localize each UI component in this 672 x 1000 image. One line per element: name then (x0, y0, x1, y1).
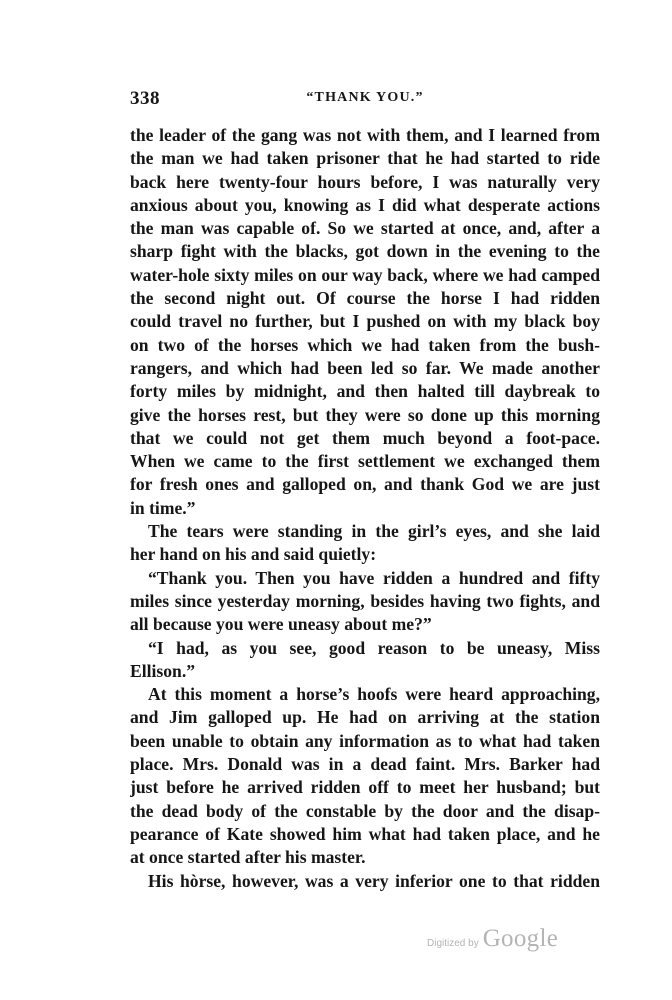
text-line: Ellison.” (130, 660, 196, 681)
running-title: “THANK YOU.” (306, 90, 424, 105)
text-line: the dead body of the constable by the door and the disap- (130, 800, 600, 821)
text-line: sharp fight with the blacks, got down in the evening to the (130, 241, 600, 262)
running-head (130, 88, 600, 114)
text-line: His hòrse, however, was a very inferior one to that ridden (148, 870, 600, 891)
text-line: at once started after his master. (130, 847, 366, 868)
text-line: give the horses rest, but they were so done up this morning (130, 404, 600, 425)
body-text (130, 124, 600, 893)
text-line: in time.” (130, 497, 196, 518)
text-line: and Jim galloped up. He had on arriving at the station (130, 707, 600, 728)
text-line: anxious about you, knowing as I did what desperate actions (130, 194, 600, 215)
text-line: “Thank you. Then you have ridden a hundred and fifty (148, 567, 600, 588)
text-line: that we could not get them much beyond a foot-pace. (130, 427, 600, 448)
watermark-logo: Google (482, 925, 559, 952)
text-line: place. Mrs. Donald was in a dead faint. Mrs. Barker had (130, 754, 600, 775)
text-line: the second night out. Of course the horse I had ridden (130, 288, 600, 309)
text-line: for fresh ones and galloped on, and thank God we are just (130, 474, 600, 495)
watermark-prefix: Digitized by (427, 938, 479, 949)
text-line: forty miles by midnight, and then halted till daybreak to (130, 381, 600, 402)
text-line: The tears were standing in the girl’s eyes, and she laid (148, 521, 600, 542)
text-line: “I had, as you see, good reason to be uneasy, Miss (148, 637, 600, 658)
text-line: all because you were uneasy about me?” (130, 614, 432, 635)
text-line: the leader of the gang was not with them, and I learned from (130, 125, 600, 145)
text-line: When we came to the first settlement we exchanged them (130, 451, 600, 472)
text-line: the man was capable of. So we started at once, and, after a (130, 218, 600, 239)
text-line: could travel no further, but I pushed on with my black boy (130, 311, 600, 332)
text-line: miles since yesterday morning, besides having two fights, and (130, 590, 600, 611)
text-line: on two of the horses which we had taken from the bush- (130, 334, 600, 355)
text-line: her hand on his and said quietly: (130, 544, 377, 565)
text-line: At this moment a horse’s hoofs were heard approaching, (148, 684, 600, 705)
text-line: back here twenty-four hours before, I was naturally very (130, 171, 600, 192)
text-line: been unable to obtain any information as to what had taken (130, 730, 600, 751)
text-line: pearance of Kate showed him what had taken place, and he (130, 823, 600, 844)
page-number: 338 (130, 88, 160, 109)
text-line: water-hole sixty miles on our way back, where we had camped (130, 264, 600, 285)
text-line: just before he arrived ridden off to meet her husband; but (130, 777, 600, 798)
digitized-watermark (427, 925, 558, 957)
text-line: the man we had taken prisoner that he had started to ride (130, 148, 600, 169)
text-line: rangers, and which had been led so far. We made another (130, 357, 600, 378)
